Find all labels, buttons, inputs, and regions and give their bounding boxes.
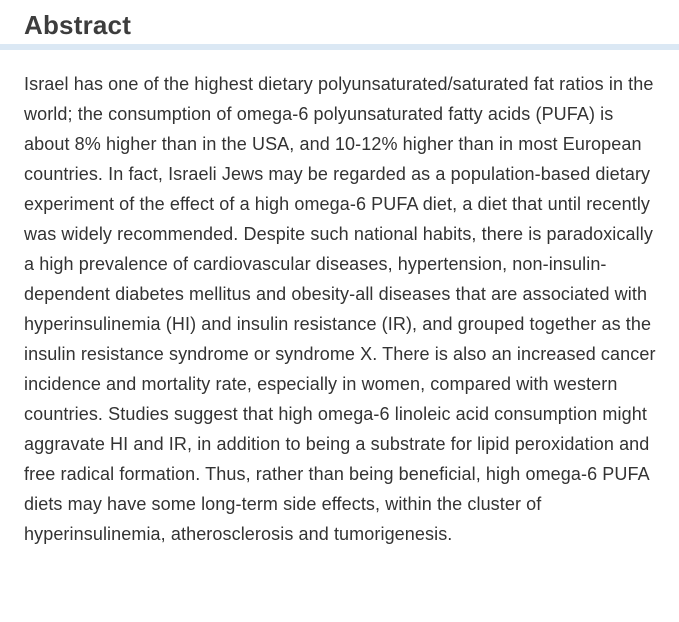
abstract-body: Israel has one of the highest dietary polyunsaturated/saturated fat ratios in the world; the consumption of omega-6 polyunsaturated fatty acids (PUFA) is about 8% higher than in the USA, and 10-12% higher than in most European countries. In fact, Israeli Jews may be regarded as a population-based dietary experiment of the effect of a high omega-6 PUFA diet, a diet that until recently was widely recommended. Despite such national habits, there is paradoxically a high prevalence of cardiovascular diseases, hypertension, non-insulin-dependent diabetes mellitus and obesity-all diseases that are associated with hyperinsulinemia (HI) and insulin resistance (IR), and grouped together as the insulin resistance syndrome or syndrome X. There is also an increased cancer incidence and mortality rate, especially in women, compared with western countries. Studies suggest that high omega-6 linoleic acid consumption might aggravate HI and IR, in addition to being a substrate for lipid peroxidation and free radical formation. Thus, rather than being beneficial, high omega-6 PUFA diets may have some long-term side effects, within the cluster of hyperinsulinemia, atherosclerosis and tumorigenesis. bbox=[24, 74, 656, 544]
abstract-heading: Abstract bbox=[24, 10, 132, 40]
heading-divider bbox=[0, 44, 679, 50]
